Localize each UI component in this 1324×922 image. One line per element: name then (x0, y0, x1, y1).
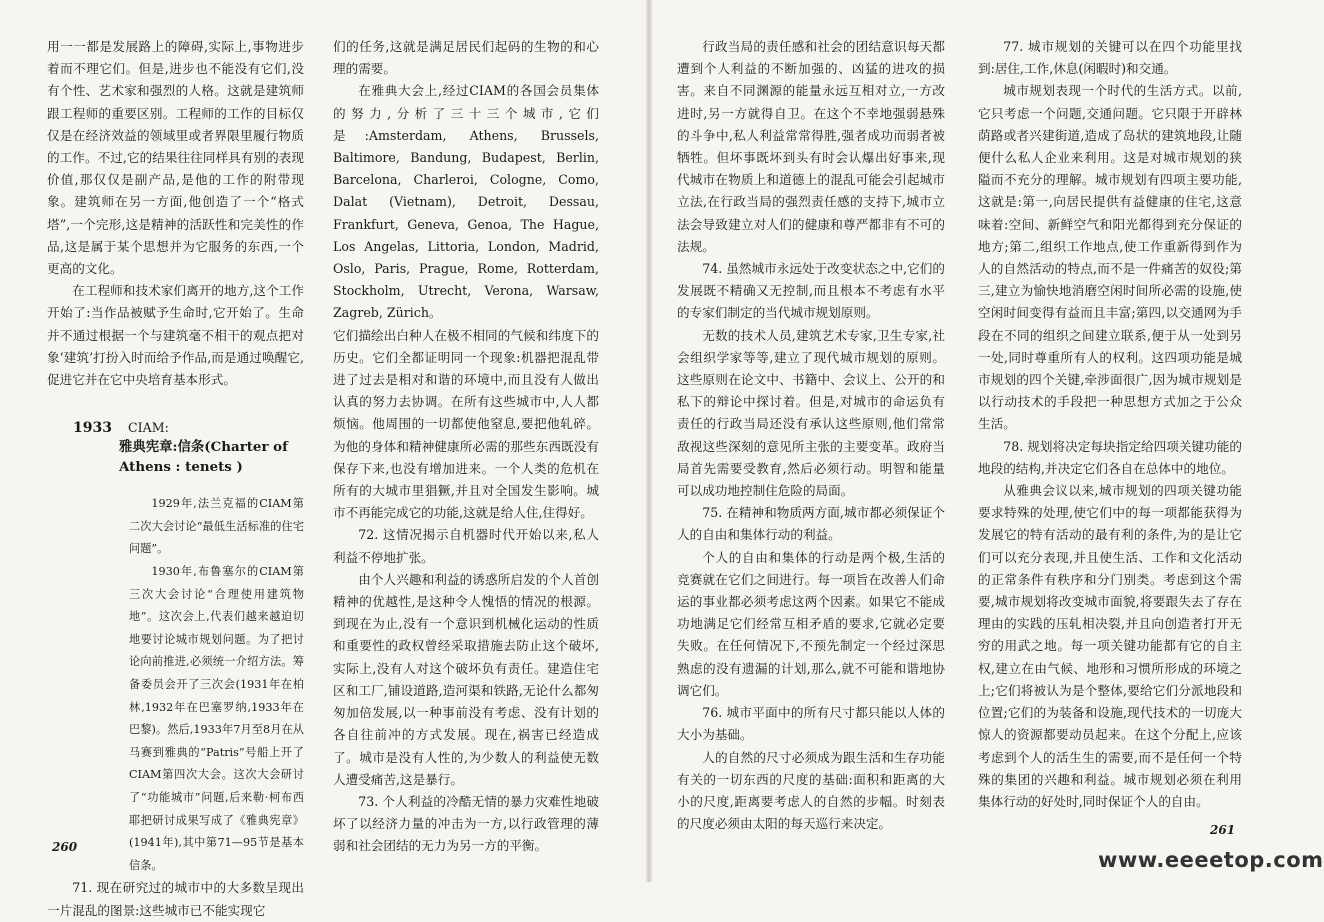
paragraph: 人的自然的尺寸必须成为跟生活和生存功能有关的一切东西的尺度的基础:面积和距离的大小的尺度,距离要考虑人的自然的步幅。时刻表的尺度必须由太阳的每天巡行来决定。 (677, 749, 945, 832)
section-category: CIAM: (128, 420, 169, 436)
paragraph-76: 76. 城市平面中的所有尺寸都只能以人体的大小为基础。 (677, 705, 945, 743)
paragraph: 在工程师和技术家们离开的地方,这个工作开始了:当作品被赋予生命时,它开始了。生命并不通过根据一个与建筑毫不相干的观点把对象‘建筑’打扮入时而给予作品,而是通过唤醒它,促进它并在它中央培育基本形式。 (47, 283, 304, 388)
paragraph: 用一一都是发展路上的障碍,实际上,事物进步着而不理它们。但是,进步也不能没有它们,没有个性、艺术家和强烈的人格。这就是建筑师跟工程师的重要区别。工程师的工作的目标仅仅是在经济效益的领域里或者界限里履行物质的工作。不过,它的结果往往同样具有别的表现价值,那仅仅是副产品,是他的工作的附带现象。建筑师在另一方面,他创造了一个“格式塔”,一个完形,这是精神的活跃性和完美性的作品,这是属于某个思想并为它服务的东西,一个更高的文化。 (47, 39, 304, 277)
paragraph: 个人的自由和集体的行动是两个极,生活的竞赛就在它们之间进行。每一项旨在改善人们命运的事业都必须考虑这两个因素。如果它不能成功地满足它们经常互相矛盾的要求,它就必定要失败。在任何情况下,不预先制定一个经过深思熟虑的没有遗漏的计划,那么,就不可能和谐地协调它们。 (677, 549, 945, 698)
paragraph-77: 77. 城市规划的关键可以在四个功能里找到:居住,工作,休息(闲暇时)和交通。 (978, 39, 1242, 77)
right-page-column-1 (677, 36, 945, 835)
left-page-column-2 (333, 36, 599, 858)
watermark: www.eeeetop.com (1098, 848, 1324, 872)
paragraph-city-list: 在雅典大会上,经过CIAM的各国会员集体的努力,分析了三十三个城市,它们是:Amsterdam, Athens, Brussels, Baltimore, Bandung, Budapest, Berlin, Barcelona, Charleroi, Cologne, Como, Dalat (Vietnam), Detroit, Dessau, Frankfurt, Geneva, Genoa, The Hague, Los Angelas, Littoria, London, Madrid, Oslo, Paris, Prague, Rome, Rotterdam, Stockholm, Utrecht, Verona, Warsaw, Zagreb, Zürich。 (333, 83, 599, 321)
note-paragraph: 1929年,法兰克福的CIAM第二次大会讨论“最低生活标准的住宅问题”。 (129, 497, 304, 556)
paragraph: 由个人兴趣和利益的诱惑所启发的个人首创精神的优越性,是这种令人愧悟的情况的根源。到现在为止,没有一个意识到机械化运动的性质和重要性的政权曾经采取措施去防止这个破坏,实际上,没有人对这个破坏负有责任。建造住宅区和工厂,铺设道路,造河渠和铁路,无论什么都匆匆加倍发展,以一种事前没有考虑、没有计划的各自往前冲的方式发展。现在,祸害已经造成了。城市是没有人性的,为少数人的利益使无数人遭受痛苦,这是暴行。 (333, 571, 599, 787)
paragraph-71: 71. 现在研究过的城市中的大多数呈现出一片混乱的图景:这些城市已不能实现它 (47, 880, 304, 918)
note-paragraph: 1930年,布鲁塞尔的CIAM第三次大会讨论“合理使用建筑物地”。这次会上,代表们越来越迫切地要讨论城市规划问题。为了把讨论向前推进,必须统一介绍方法。筹备委员会开了三次会(1931年在柏林,1932年在巴塞罗纳,1933年在巴黎)。然后,1933年7月至8月在从马赛到雅典的“Patris”号船上开了CIAM第四次大会。这次大会研讨了“功能城市”问题,后来勒·柯布西耶把研讨成果写成了《雅典宪章》(1941年),其中第71—95节是基本信条。 (129, 565, 304, 872)
paragraph: 行政当局的责任感和社会的团结意识每天都遭到个人利益的不断加强的、凶猛的进攻的损害。来自不同渊源的能量永远互相对立,一方改进时,另一方就得自卫。在这个不幸地强弱悬殊的斗争中,私人利益常常得胜,强者成功而弱者被牺牲。但坏事既坏到头有时会认爆出好事来,现代城市在物质上和道德上的混乱可能会引起城市立法,在行政当局的强烈责任感的支持下,城市立法会导致建立对人们的健康和尊严都非有不可的法规。 (677, 39, 945, 254)
paragraph-73: 73. 个人利益的冷酷无情的暴力灾难性地破坏了以经济力量的冲击为一方,以行政管理的薄弱和社会团结的无力为另一方的平衡。 (333, 793, 599, 854)
page-number-right: 261 (1210, 823, 1236, 837)
right-page-column-2 (978, 36, 1242, 813)
paragraph: 从雅典会议以来,城市规划的四项关键功能要求特殊的处理,使它们中的每一项都能获得为发展它的特有活动的最有利的条件,为的是让它们可以充分表现,并且使生活、工作和文化活动的正常条件有秩序和分门别类。考虑到这个需要,城市规划将改变城市面貌,将要跟失去了存在理由的实践的压轧相决裂,并且向创造者打开无穷的用武之地。每一项关键功能都有它的自主权,建立在由气候、地形和习惯所形成的环境之上;它们将被认为是个整体,要给它们分派地段和位置;它们的为装备和设施,现代技术的一切庞大惊人的资源都要动员起来。在这个分配上,应该考虑到个人的活生生的需要,而不是任何一个特殊的集团的兴趣和利益。城市规划必须在利用集体行动的好处时,同时保证个人的自由。 (978, 483, 1242, 809)
paragraph-74: 74. 虽然城市永远处于改变状态之中,它们的发展既不精确又无控制,而且根本不考虑有水平的专家们制定的当代城市规划原则。 (677, 261, 945, 321)
page-number-left: 260 (52, 840, 78, 854)
paragraph-75: 75. 在精神和物质两方面,城市都必须保证个人的自由和集体行动的利益。 (677, 505, 945, 543)
book-gutter (646, 0, 652, 882)
paragraph-78: 78. 规划将决定每块指定给四项关键功能的地段的结构,并决定它们各自在总体中的地位。 (978, 438, 1242, 476)
paragraph: 无数的技术人员,建筑艺术专家,卫生专家,社会组织学家等等,建立了现代城市规划的原则。这些原则在论文中、书籍中、会议上、公开的和私下的辩论中探讨着。但是,对城市的命运负有责任的行政当局还没有承认这些原则,他们常常敌视这些深刻的意见所主张的主要变革。政府当局首先需要受教育,然后必须行动。明智和能量可以成功地控制住危险的局面。 (677, 327, 945, 499)
paragraph: 们的任务,这就是满足居民们起码的生物的和心理的需要。 (333, 39, 599, 77)
section-title: 雅典宪章:信条(Charter of Athens : tenets ) (119, 439, 288, 476)
section-heading (47, 417, 304, 475)
paragraph: 城市规划表现一个时代的生活方式。以前,它只考虑一个问题,交通问题。它只限于开辟林荫路或者兴建街道,造成了岛状的建筑地段,让随便什么私人企业来利用。这是对城市规划的狭隘而不充分的理解。城市规划有四项主要功能,这就是:第一,向居民提供有益健康的住宅,这意味着:空间、新鲜空气和阳光都得到充分保证的地方;第二,组织工作地点,使工作重新得到作为人的自然活动的特点,而不是一件痛苦的奴役;第三,建立为愉快地消磨空闲时间所必需的设施,使空闲时间变得有益而且丰富;第四,以交通网为手段在不同的组织之间建立联系,便于从一处到另一处,同时尊重所有人的权利。这四项功能是城市规划的四个关键,牵涉面很广,因为城市规划是以行动技术的手段把一种思想方式加之于公众生活。 (978, 83, 1242, 432)
left-page-column-1 (47, 36, 304, 922)
editor-note (129, 493, 304, 877)
paragraph: 它们描绘出白种人在极不相同的气候和纬度下的历史。它们全都证明同一个现象:机器把混乱带进了过去是相对和谐的环境中,而且没有人做出认真的努力去协调。在所有这些城市中,人人都烦恼。他周围的一切都使他窒息,要把他轧碎。为他的身体和精神健康所必需的那些东西既没有保存下来,也没有增加进来。一个人类的危机在所有的大城市里猖獗,并且对全国发生影响。城市不再能完成它的功能,这就是给人住,住得好。 (333, 327, 599, 521)
paragraph-72: 72. 这情况揭示自机器时代开始以来,私人利益不停地扩张。 (333, 527, 599, 565)
section-year: 1933 (73, 420, 112, 437)
